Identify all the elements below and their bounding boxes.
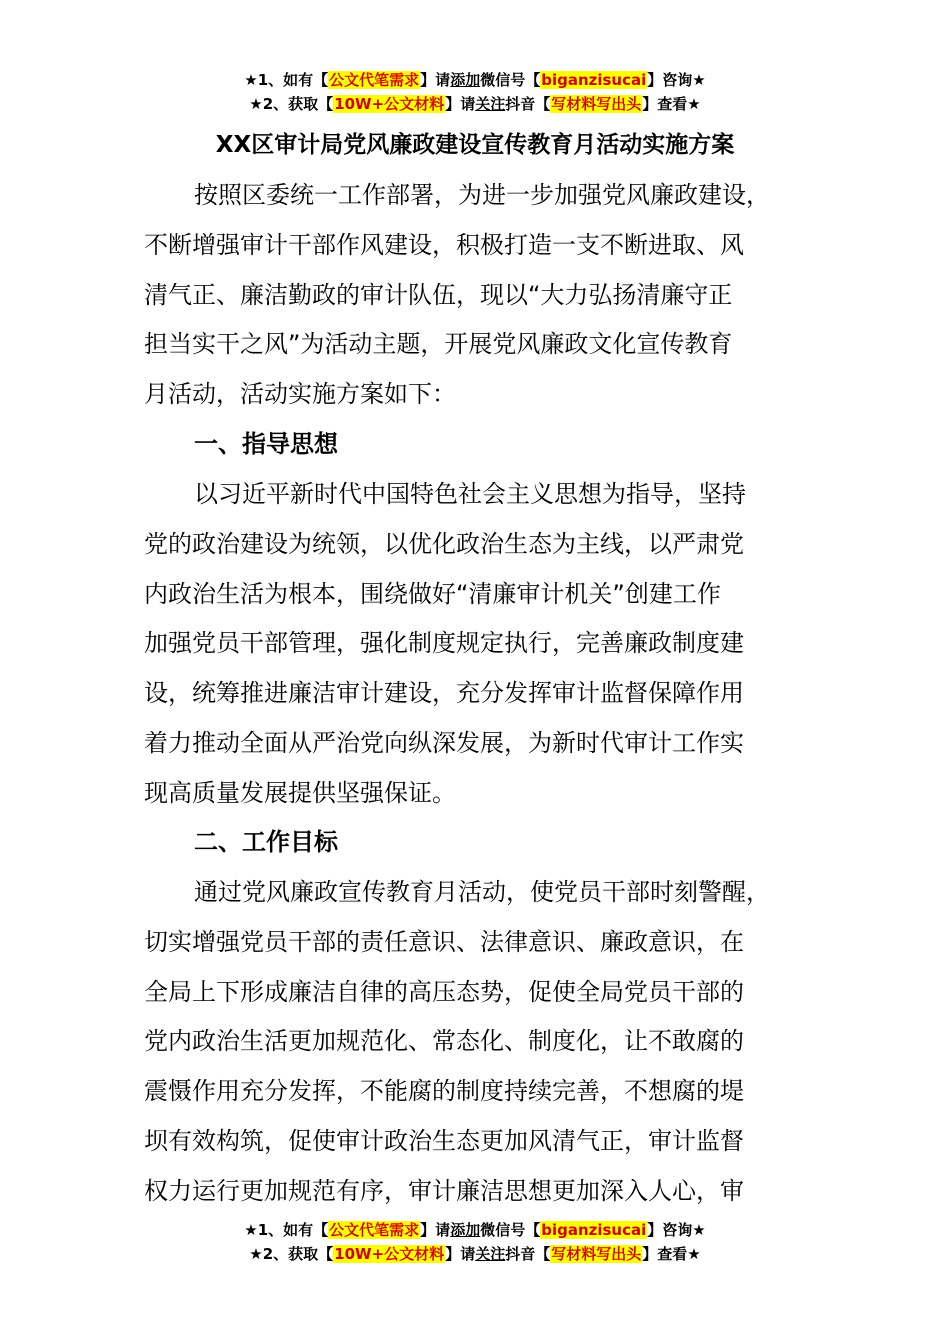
section-paragraph-work-goals [144,868,830,1217]
banner-highlight: 公文代笔需求 [329,1221,420,1239]
paragraph-line: 设，统筹推进廉洁审计建设，充分发挥审计监督保障作用 [144,679,744,708]
banner-line-1: ★1、如有【公文代笔需求】请添加微信号【biganzisucai】咨询★ [244,1221,706,1239]
paragraph-line: 党的政治建设为统领，以优化政治生态为主线，以严肃党 [144,529,744,558]
section-heading-guiding-thought: 一、指导思想 [194,430,338,458]
paragraph-line: 内政治生活为根本，围绕做好“清廉审计机关”创建工作 [144,579,721,608]
banner-line-2: ★2、获取【10W+公文材料】请关注抖音【写材料写出头】查看★ [249,95,701,113]
paragraph-line: 通过党风廉政宣传教育月活动，使党员干部时刻警醒， [194,878,770,906]
footer-banner [0,1218,950,1266]
banner-line-1: ★1、如有【公文代笔需求】请添加微信号【biganzisucai】咨询★ [244,71,706,89]
paragraph-line: 切实增强党员干部的责任意识、法律意识、廉政意识，在 [144,927,744,956]
banner-highlight: 10W+公文材料 [334,95,445,113]
paragraph-line: 坝有效构筑，促使审计政治生态更加风清气正，审计监督 [144,1126,744,1155]
paragraph-line: 现高质量发展提供坚强保证。 [144,778,456,807]
paragraph-line: 震慑作用充分发挥，不能腐的制度持续完善，不想腐的堤 [144,1077,744,1106]
paragraph-line: 按照区委统一工作部署，为进一步加强党风廉政建设， [194,181,770,209]
intro-paragraph [144,171,830,420]
paragraph-line: 清气正、廉洁勤政的审计队伍，现以“大力弘扬清廉守正 [144,280,733,309]
banner-highlight: 10W+公文材料 [334,1245,445,1263]
banner-line-2: ★2、获取【10W+公文材料】请关注抖音【写材料写出头】查看★ [249,1245,701,1263]
paragraph-line: 加强党员干部管理，强化制度规定执行，完善廉政制度建 [144,629,744,658]
banner-highlight: 公文代笔需求 [329,71,420,89]
header-banner [0,68,950,116]
document-title: XX区审计局党风廉政建设宣传教育月活动实施方案 [215,132,735,158]
paragraph-line: 担当实干之风”为活动主题，开展党风廉政文化宣传教育 [144,330,733,359]
banner-highlight: 写材料写出头 [551,1245,642,1263]
banner-highlight: 写材料写出头 [551,95,642,113]
banner-highlight: biganzisucai [541,1221,647,1239]
paragraph-line: 全局上下形成廉洁自律的高压态势，促使全局党员干部的 [144,977,744,1006]
section-paragraph-guiding-thought [144,470,830,819]
paragraph-line: 不断增强审计干部作风建设，积极打造一支不断进取、风 [144,230,744,259]
paragraph-line: 以习近平新时代中国特色社会主义思想为指导，坚持 [194,480,746,508]
paragraph-line: 着力推动全面从严治党向纵深发展，为新时代审计工作实 [144,728,744,757]
section-heading-work-goals: 二、工作目标 [194,828,338,856]
banner-highlight: biganzisucai [541,71,647,89]
paragraph-line: 党内政治生活更加规范化、常态化、制度化，让不敢腐的 [144,1027,744,1056]
paragraph-line: 月活动，活动实施方案如下： [144,380,456,409]
paragraph-line: 权力运行更加规范有序，审计廉洁思想更加深入人心，审 [144,1176,744,1205]
